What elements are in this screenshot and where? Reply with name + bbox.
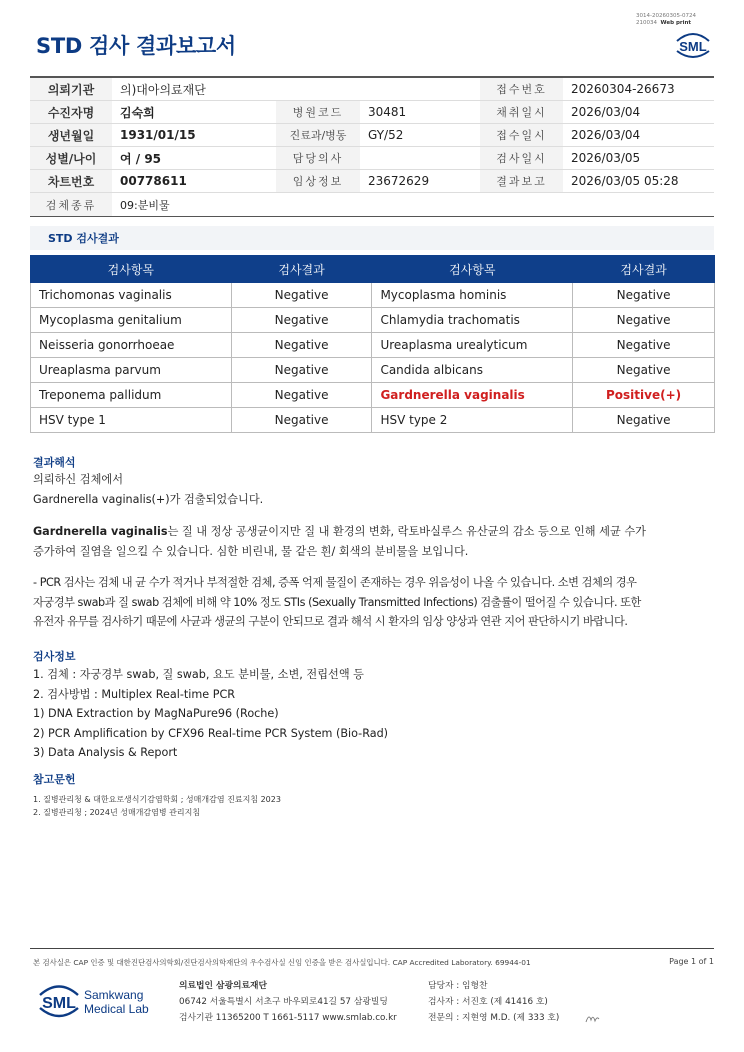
test-info-heading: 검사정보 (33, 650, 76, 663)
test-item: HSV type 1 (31, 408, 232, 433)
receipt-no-label: 접수번호 (480, 77, 563, 101)
table-row (31, 383, 715, 408)
list-item: 3) Data Analysis & Report (33, 746, 178, 759)
patient-label: 수진자명 (30, 101, 112, 124)
test-result: Negative (231, 358, 372, 383)
manager: 담당자 : 임형찬 (428, 981, 488, 991)
web-print-tag: Web print (660, 20, 692, 26)
sml-logo-text: SML (679, 39, 707, 54)
disclaimer-line: 자궁경부 swab과 질 swab 검체에 비해 약 10% 정도 STIs (Sexually Transmitted Infections) 검출률이 떨어질 수 있습니다. 또한 (33, 595, 641, 609)
brand-line: Samkwang (84, 988, 144, 1002)
interpretation-paragraph (33, 522, 646, 561)
receipt-date-value: 2026/03/04 (563, 124, 714, 147)
results-header-row (31, 256, 715, 283)
info-row (30, 170, 714, 193)
footer-logo (37, 978, 81, 1022)
positive-test-result: Positive(+) (573, 383, 715, 408)
report-value: 2026/03/05 05:28 (563, 170, 714, 193)
list-item: 1. 검체 : 자궁경부 swab, 질 swab, 요도 분비물, 소변, 전립선액 등 (33, 668, 364, 681)
sml-logo-icon (674, 28, 712, 60)
collect-label: 채취일시 (480, 101, 563, 124)
test-item: Trichomonas vaginalis (31, 283, 232, 308)
results-section-bar (30, 226, 714, 250)
birth-label: 생년월일 (30, 124, 112, 147)
clinical-value: 23672629 (360, 170, 480, 193)
header-result-2: 검사결과 (573, 256, 715, 283)
test-item: Mycoplasma hominis (372, 283, 573, 308)
doctor-label: 담당의사 (276, 147, 360, 170)
interpretation-text: 는 질 내 정상 공생균이지만 질 내 환경의 변화, 락토바실루스 유산균의 감소 등으로 인해 세균 수가 (167, 525, 646, 538)
requester-label: 의뢰기관 (30, 77, 112, 101)
references-list (33, 793, 281, 819)
header-item-1: 검사항목 (31, 256, 232, 283)
test-item: Ureaplasma urealyticum (372, 333, 573, 358)
org-address: 06742 서울특별시 서초구 바우뫼로41길 57 삼광빌딩 (179, 997, 388, 1007)
test-item: Treponema pallidum (31, 383, 232, 408)
info-row (30, 124, 714, 147)
specimen-label: 검체종류 (30, 193, 112, 217)
list-item: 1. 질병관리청 & 대한요로생식기감염학회 ; 성매개감염 진료지침 2023 (33, 795, 281, 804)
page-title: STD 검사 결과보고서 (36, 34, 236, 58)
org-contact: 검사기관 11365200 T 1661-5117 www.smlab.co.kr (179, 1013, 397, 1023)
receipt-date-label: 접수일시 (480, 124, 563, 147)
test-result: Negative (231, 283, 372, 308)
info-row (30, 77, 714, 101)
receipt-no-value: 20260304-26673 (563, 77, 714, 101)
table-row (31, 408, 715, 433)
interpretation-line (33, 522, 646, 542)
sexage-value: 여 / 95 (112, 147, 276, 170)
test-date-label: 검사일시 (480, 147, 563, 170)
test-result: Negative (231, 308, 372, 333)
tester: 검사자 : 서진호 (제 41416 호) (428, 997, 548, 1007)
test-result: Negative (573, 358, 715, 383)
list-item: 1) DNA Extraction by MagNaPure96 (Roche) (33, 707, 279, 720)
hospcode-label: 병원코드 (276, 101, 360, 124)
document-code-id: 210034 (636, 20, 658, 26)
test-result: Negative (573, 333, 715, 358)
document-code (636, 13, 696, 27)
footer-divider (30, 948, 714, 949)
dept-value: GY/52 (360, 124, 480, 147)
table-row (31, 283, 715, 308)
interpretation-line: Gardnerella vaginalis(+)가 검출되었습니다. (33, 492, 264, 506)
test-result: Negative (231, 408, 372, 433)
list-item: 2) PCR Amplification by CFX96 Real-time PCR System (Bio-Rad) (33, 726, 389, 740)
clinical-label: 임상정보 (276, 170, 360, 193)
document-code-line1: 3014-20260305-0724 (636, 13, 696, 19)
brand-name (84, 988, 149, 1016)
org-info (179, 978, 397, 1026)
test-result: Negative (231, 333, 372, 358)
sml-logo-icon (37, 978, 81, 1022)
test-date-value: 2026/03/05 (563, 147, 714, 170)
test-item: Chlamydia trachomatis (372, 308, 573, 333)
test-result: Negative (573, 408, 715, 433)
positive-test-item: Gardnerella vaginalis (372, 383, 573, 408)
signature (584, 1010, 600, 1029)
interpretation-line: 증가하여 질염을 일으킬 수 있습니다. 심한 비린내, 물 같은 흰/ 회색의 분비물을 보입니다. (33, 544, 469, 558)
dept-label: 진료과/병동 (276, 124, 360, 147)
chart-label: 차트번호 (30, 170, 112, 193)
staff-info (428, 978, 559, 1026)
results-section-title: STD 검사결과 (48, 232, 119, 245)
header-result-1: 검사결과 (231, 256, 372, 283)
disclaimer-line: 유전자 유무를 검사하기 때문에 사균과 생균의 구분이 안되므로 결과 해석 시 환자의 임상 양상과 연관 지어 판단하시기 바랍니다. (33, 615, 628, 628)
interpretation-intro (33, 470, 263, 509)
references-heading: 참고문헌 (33, 773, 76, 786)
interpretation-line: 의뢰하신 검체에서 (33, 473, 124, 486)
test-item: Ureaplasma parvum (31, 358, 232, 383)
list-item: 2. 검사방법 : Multiplex Real-time PCR (33, 687, 236, 701)
test-item: Neisseria gonorrhoeae (31, 333, 232, 358)
sml-logo (674, 28, 712, 60)
birth-value: 1931/01/15 (112, 124, 276, 147)
test-result: Negative (231, 383, 372, 408)
results-table (30, 255, 715, 433)
test-item: Candida albicans (372, 358, 573, 383)
patient-info-table (30, 76, 714, 217)
org-name: 의료법인 삼광의료재단 (179, 981, 268, 991)
header-item-2: 검사항목 (372, 256, 573, 283)
accreditation-note: 본 검사실은 CAP 인증 및 대한진단검사의학회/진단검사의학재단의 우수검사실 신임 인증을 받은 검사실입니다. CAP Accredited Laboratory. 69944-01 (33, 958, 531, 967)
list-item: 2. 질병관리청 ; 2024년 성매개감염병 관리지침 (33, 808, 201, 817)
doctor-value (360, 147, 480, 170)
document-code-line2 (636, 20, 696, 27)
info-row (30, 193, 714, 217)
table-row (31, 358, 715, 383)
disclaimer-line: - PCR 검사는 검체 내 균 수가 적거나 부적절한 검체, 증폭 억제 물질이 존재하는 경우 위음성이 나올 수 있습니다. 소변 검체의 경우 (33, 576, 637, 589)
info-row (30, 101, 714, 124)
test-item: Mycoplasma genitalium (31, 308, 232, 333)
sml-logo-text: SML (42, 995, 76, 1012)
hospcode-value: 30481 (360, 101, 480, 124)
sexage-label: 성별/나이 (30, 147, 112, 170)
test-result: Negative (573, 308, 715, 333)
brand-line: Medical Lab (84, 1002, 149, 1016)
table-row (31, 333, 715, 358)
organism-name: Gardnerella vaginalis (33, 525, 168, 538)
report-label: 결과보고 (480, 170, 563, 193)
chart-value: 00778611 (112, 170, 276, 193)
interpretation-heading: 결과해석 (33, 456, 76, 469)
specimen-value: 09:분비물 (112, 193, 714, 217)
specialist: 전문의 : 지현영 M.D. (제 333 호) (428, 1013, 560, 1023)
pcr-disclaimer (33, 573, 641, 632)
info-row (30, 147, 714, 170)
test-item: HSV type 2 (372, 408, 573, 433)
requester-text: 의)대아의료재단 (120, 82, 206, 97)
collect-value: 2026/03/04 (563, 101, 714, 124)
page-number: Page 1 of 1 (669, 957, 714, 966)
table-row (31, 308, 715, 333)
patient-value: 김숙희 (112, 101, 276, 124)
test-result: Negative (573, 283, 715, 308)
test-info-list (33, 665, 388, 763)
requester-value (112, 77, 480, 101)
signature-icon (584, 1011, 600, 1025)
